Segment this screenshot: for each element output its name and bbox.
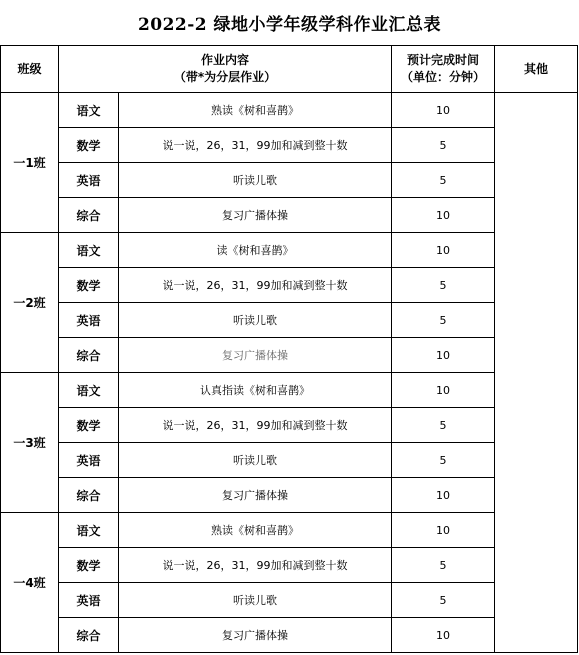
minutes-cell: 10 [392, 198, 495, 233]
minutes-cell: 10 [392, 373, 495, 408]
content-column-header [59, 46, 392, 93]
subject-cell: 综合 [59, 478, 119, 513]
minutes-cell: 5 [392, 163, 495, 198]
minutes-cell: 10 [392, 93, 495, 128]
content-cell: 听读儿歌 [119, 583, 392, 618]
subject-cell: 数学 [59, 128, 119, 163]
class-cell: 一3班 [1, 373, 59, 513]
time-header-line2: （单位：分钟） [400, 70, 485, 84]
table-row [1, 198, 578, 233]
content-cell: 听读儿歌 [119, 163, 392, 198]
subject-cell: 综合 [59, 198, 119, 233]
subject-cell: 语文 [59, 373, 119, 408]
class-column-header: 班级 [1, 46, 59, 93]
minutes-cell: 5 [392, 583, 495, 618]
subject-cell: 英语 [59, 583, 119, 618]
content-cell: 认真指读《树和喜鹊》 [119, 373, 392, 408]
table-row [1, 513, 578, 548]
minutes-cell: 5 [392, 268, 495, 303]
subject-cell: 语文 [59, 233, 119, 268]
subject-cell: 英语 [59, 303, 119, 338]
table-row [1, 268, 578, 303]
table-row [1, 233, 578, 268]
time-column-header [392, 46, 495, 93]
subject-cell: 语文 [59, 93, 119, 128]
subject-cell: 综合 [59, 338, 119, 373]
homework-summary-table [0, 45, 578, 653]
minutes-cell: 10 [392, 338, 495, 373]
class-cell: 一4班 [1, 513, 59, 653]
other-column-header: 其他 [495, 46, 578, 93]
subject-cell: 英语 [59, 443, 119, 478]
content-cell: 说一说，26，31，99加和减到整十数 [119, 548, 392, 583]
subject-cell: 语文 [59, 513, 119, 548]
minutes-cell: 5 [392, 443, 495, 478]
minutes-cell: 5 [392, 548, 495, 583]
content-header-line1: 作业内容 [200, 53, 249, 67]
minutes-cell: 10 [392, 233, 495, 268]
subject-cell: 数学 [59, 408, 119, 443]
table-row [1, 443, 578, 478]
other-cell [495, 93, 578, 653]
content-cell: 读《树和喜鹊》 [119, 233, 392, 268]
table-row [1, 478, 578, 513]
subject-cell: 综合 [59, 618, 119, 653]
table-row [1, 583, 578, 618]
table-row [1, 408, 578, 443]
class-cell: 一2班 [1, 233, 59, 373]
table-row [1, 93, 578, 128]
content-cell: 复习广播体操 [119, 338, 392, 373]
table-row [1, 303, 578, 338]
minutes-cell: 5 [392, 303, 495, 338]
content-cell: 说一说，26，31，99加和减到整十数 [119, 268, 392, 303]
content-cell: 说一说，26，31，99加和减到整十数 [119, 128, 392, 163]
subject-cell: 英语 [59, 163, 119, 198]
content-cell: 听读儿歌 [119, 303, 392, 338]
minutes-cell: 5 [392, 128, 495, 163]
class-cell: 一1班 [1, 93, 59, 233]
table-row [1, 373, 578, 408]
table-row [1, 618, 578, 653]
content-cell: 熟读《树和喜鹊》 [119, 93, 392, 128]
content-cell: 熟读《树和喜鹊》 [119, 513, 392, 548]
table-row [1, 548, 578, 583]
minutes-cell: 10 [392, 478, 495, 513]
table-row [1, 128, 578, 163]
content-cell: 复习广播体操 [119, 618, 392, 653]
content-cell: 复习广播体操 [119, 198, 392, 233]
content-cell: 听读儿歌 [119, 443, 392, 478]
page-title: 2022-2 绿地小学年级学科作业汇总表 [137, 15, 442, 35]
table-row [1, 338, 578, 373]
table-row [1, 163, 578, 198]
minutes-cell: 10 [392, 513, 495, 548]
header-row [1, 46, 578, 93]
content-cell: 说一说，26，31，99加和减到整十数 [119, 408, 392, 443]
subject-cell: 数学 [59, 548, 119, 583]
minutes-cell: 5 [392, 408, 495, 443]
content-cell: 复习广播体操 [119, 478, 392, 513]
subject-cell: 数学 [59, 268, 119, 303]
content-header-line2: （带*为分层作业） [173, 70, 277, 84]
time-header-line1: 预计完成时间 [406, 53, 479, 67]
minutes-cell: 10 [392, 618, 495, 653]
